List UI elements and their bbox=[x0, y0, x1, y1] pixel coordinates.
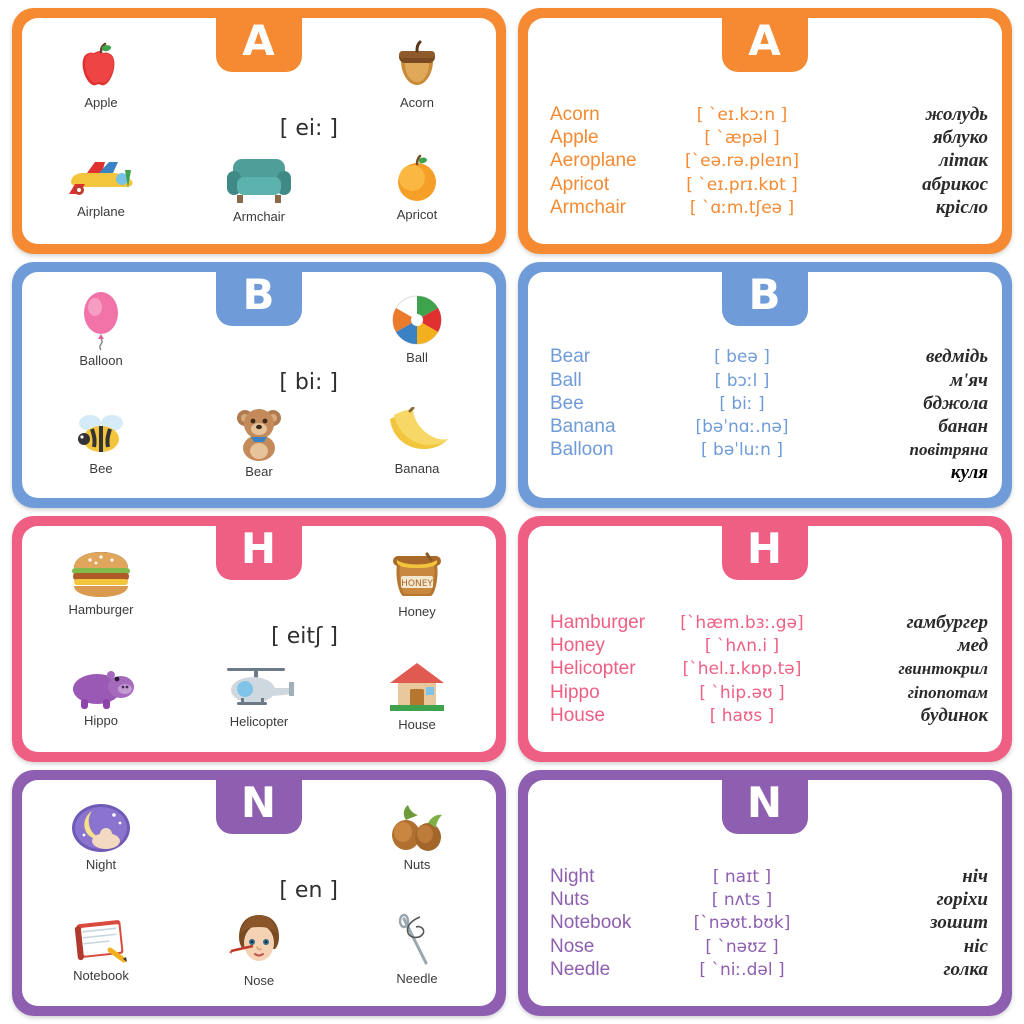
word-ipa: [ `niː.dəl ] bbox=[699, 959, 785, 980]
word-translation: мед bbox=[957, 635, 988, 657]
picture-card-h[interactable] bbox=[12, 516, 506, 762]
card-inner bbox=[22, 780, 496, 1006]
word-row bbox=[550, 438, 988, 461]
apple-icon bbox=[74, 39, 128, 93]
word-ipa: [ `hʌn.i ] bbox=[704, 636, 780, 657]
banana-icon bbox=[382, 407, 452, 459]
word-row bbox=[550, 888, 988, 911]
word-english: Bee bbox=[550, 392, 584, 414]
picture-label: Night bbox=[85, 857, 117, 872]
word-english: Balloon bbox=[550, 439, 614, 461]
word-translation: банан bbox=[938, 416, 988, 437]
word-ipa: [ `nəʊz ] bbox=[705, 936, 779, 957]
picture-item-airplane[interactable] bbox=[22, 131, 180, 244]
picture-card-b[interactable] bbox=[12, 262, 506, 508]
word-row bbox=[550, 657, 988, 680]
word-english: Banana bbox=[550, 416, 616, 437]
hippo-icon bbox=[67, 663, 135, 711]
beachball-icon bbox=[389, 292, 445, 348]
word-translation: ніс bbox=[963, 935, 988, 957]
word-row bbox=[550, 935, 988, 958]
word-translation: літак bbox=[939, 150, 988, 172]
word-english: Hamburger bbox=[550, 612, 646, 634]
word-translation: гвинтокрил bbox=[898, 659, 988, 679]
picture-item-apple[interactable] bbox=[22, 18, 180, 131]
word-row bbox=[550, 173, 988, 196]
word-list bbox=[528, 334, 1002, 492]
word-ipa: [ `eɪ.kɔːn ] bbox=[696, 105, 788, 126]
phonetic-text: [ bi: ] bbox=[279, 369, 338, 395]
card-inner bbox=[528, 526, 1002, 752]
letter-tab-n: N bbox=[216, 780, 302, 834]
word-translation: крісло bbox=[935, 196, 988, 218]
card-inner bbox=[528, 18, 1002, 244]
letter-tab-a: A bbox=[216, 18, 302, 72]
word-translation-extra: куля bbox=[950, 462, 988, 484]
letter-tab-n: N bbox=[722, 780, 808, 834]
word-ipa: [ naɪt ] bbox=[712, 867, 772, 888]
nuts-icon bbox=[386, 801, 448, 855]
word-english: Nuts bbox=[550, 889, 590, 911]
night-moon-icon bbox=[70, 801, 132, 855]
letter-tab-b: B bbox=[722, 272, 808, 326]
honeypot-icon bbox=[387, 546, 447, 602]
word-translation: ніч bbox=[962, 866, 988, 888]
picture-item-notebook[interactable] bbox=[22, 893, 180, 1006]
picture-label: Helicopter bbox=[229, 714, 289, 729]
word-english: Notebook bbox=[550, 912, 632, 934]
card-inner bbox=[22, 526, 496, 752]
word-ipa: [ haʊs ] bbox=[709, 705, 775, 726]
word-list bbox=[528, 842, 1002, 1000]
word-card-b[interactable] bbox=[518, 262, 1012, 508]
word-ipa: [ `æpəl ] bbox=[704, 128, 780, 149]
word-ipa: [ biː ] bbox=[719, 393, 765, 414]
svg-text:HONEY: HONEY bbox=[401, 579, 433, 589]
word-ipa: [ `ɑːm.tʃeə ] bbox=[689, 197, 795, 218]
bee-icon bbox=[68, 407, 134, 459]
word-translation: гіпопотам bbox=[907, 682, 988, 702]
picture-label: Balloon bbox=[79, 353, 123, 368]
nose-girl-icon bbox=[229, 911, 289, 971]
picture-item-bee[interactable] bbox=[22, 385, 180, 498]
letter-tab-h: H bbox=[216, 526, 302, 580]
phonetic-text: [ ei: ] bbox=[279, 115, 338, 141]
word-english: Honey bbox=[550, 635, 605, 657]
word-translation: ведмідь bbox=[925, 346, 988, 368]
word-row bbox=[550, 415, 988, 438]
phonetic-text: [ eitʃ ] bbox=[271, 623, 338, 649]
word-english: Night bbox=[550, 866, 595, 888]
word-ipa: [`nəʊt.bʊk] bbox=[693, 913, 791, 934]
picture-item-nose[interactable] bbox=[180, 893, 338, 1006]
card-inner bbox=[22, 272, 496, 498]
picture-label: Nuts bbox=[403, 857, 431, 872]
picture-label: Bee bbox=[89, 461, 113, 476]
word-row bbox=[550, 958, 988, 981]
picture-label: Notebook bbox=[73, 968, 129, 983]
picture-card-a[interactable] bbox=[12, 8, 506, 254]
picture-item-balloon[interactable] bbox=[22, 272, 180, 385]
word-card-h[interactable] bbox=[518, 516, 1012, 762]
word-ipa: [ bəˈluːn ] bbox=[701, 440, 783, 461]
picture-item-honey[interactable] bbox=[338, 526, 496, 639]
word-list bbox=[528, 80, 1002, 238]
picture-label: Apple bbox=[84, 95, 118, 110]
word-row-continuation bbox=[550, 461, 988, 484]
word-english: Needle bbox=[550, 958, 611, 980]
word-translation: жолудь bbox=[925, 104, 988, 126]
word-english: Armchair bbox=[550, 196, 627, 218]
notebook-icon bbox=[70, 916, 132, 966]
picture-item-bear[interactable] bbox=[180, 385, 338, 498]
word-translation: яблуко bbox=[932, 127, 988, 149]
word-row bbox=[550, 704, 988, 727]
word-english: Helicopter bbox=[550, 658, 636, 680]
word-row bbox=[550, 392, 988, 415]
picture-item-helicopter[interactable] bbox=[180, 639, 338, 752]
word-row bbox=[550, 345, 988, 368]
picture-item-hippo[interactable] bbox=[22, 639, 180, 752]
word-ipa: [ `eɪ.prɪ.kɒt ] bbox=[686, 174, 798, 195]
picture-card-n[interactable] bbox=[12, 770, 506, 1016]
word-ipa: [ nʌts ] bbox=[711, 890, 773, 911]
picture-item-needle[interactable] bbox=[338, 893, 496, 1006]
word-translation: бджола bbox=[923, 392, 988, 414]
word-row bbox=[550, 611, 988, 634]
picture-item-apricot[interactable] bbox=[338, 131, 496, 244]
picture-label: Bear bbox=[245, 464, 273, 479]
word-english: Hippo bbox=[550, 681, 600, 703]
word-english: Apricot bbox=[550, 173, 610, 195]
picture-label: Hamburger bbox=[68, 602, 134, 617]
word-ipa: [`hæm.bɜː.gə] bbox=[680, 613, 804, 634]
picture-label: Nose bbox=[243, 973, 275, 988]
word-english: House bbox=[550, 704, 605, 726]
picture-label: House bbox=[398, 717, 436, 732]
word-translation: гамбургер bbox=[906, 612, 988, 634]
card-inner bbox=[528, 272, 1002, 498]
word-row bbox=[550, 149, 988, 172]
picture-label: Honey bbox=[398, 604, 436, 619]
word-ipa: [ beə ] bbox=[714, 347, 770, 368]
card-inner bbox=[22, 18, 496, 244]
word-row bbox=[550, 369, 988, 392]
letter-tab-b: B bbox=[216, 272, 302, 326]
word-row bbox=[550, 681, 988, 704]
acorn-icon bbox=[391, 39, 443, 93]
word-row bbox=[550, 196, 988, 219]
word-english: Nose bbox=[550, 935, 595, 957]
balloon-icon bbox=[76, 289, 126, 351]
picture-label: Armchair bbox=[232, 209, 285, 224]
picture-item-armchair[interactable] bbox=[180, 131, 338, 244]
picture-label: Banana bbox=[394, 461, 440, 476]
word-card-n[interactable] bbox=[518, 770, 1012, 1016]
word-english: Aeroplane bbox=[550, 150, 637, 172]
word-row bbox=[550, 634, 988, 657]
word-card-a[interactable] bbox=[518, 8, 1012, 254]
card-inner bbox=[528, 780, 1002, 1006]
picture-item-ball[interactable] bbox=[338, 272, 496, 385]
word-translation: м'яч bbox=[949, 369, 988, 391]
picture-item-night[interactable] bbox=[22, 780, 180, 893]
word-ipa: [`eə.rə.pleɪn] bbox=[684, 151, 799, 172]
word-translation: голка bbox=[943, 958, 988, 980]
word-translation: абрикос bbox=[922, 173, 988, 195]
house-icon bbox=[386, 659, 448, 715]
word-translation: зошит bbox=[930, 912, 988, 934]
apricot-icon bbox=[390, 153, 444, 205]
armchair-icon bbox=[223, 151, 295, 207]
airplane-icon bbox=[65, 156, 137, 202]
picture-item-house[interactable] bbox=[338, 639, 496, 752]
picture-label: Needle bbox=[396, 971, 438, 986]
picture-label: Hippo bbox=[84, 713, 118, 728]
word-translation: горіхи bbox=[936, 889, 988, 911]
picture-label: Airplane bbox=[77, 204, 125, 219]
helicopter-icon bbox=[221, 662, 297, 712]
phonetic-text: [ en ] bbox=[279, 877, 338, 903]
word-english: Bear bbox=[550, 346, 591, 368]
word-list bbox=[528, 588, 1002, 746]
picture-item-hamburger[interactable] bbox=[22, 526, 180, 639]
word-translation: повітряна bbox=[909, 440, 988, 460]
picture-label: Ball bbox=[406, 350, 428, 365]
teddybear-icon bbox=[229, 404, 289, 462]
word-english: Ball bbox=[550, 369, 582, 391]
needle-icon bbox=[390, 913, 444, 969]
picture-item-banana[interactable] bbox=[338, 385, 496, 498]
picture-label: Apricot bbox=[396, 207, 438, 222]
picture-item-acorn[interactable] bbox=[338, 18, 496, 131]
word-ipa: [ `hip.əʊ ] bbox=[699, 682, 785, 703]
word-translation: будинок bbox=[920, 704, 988, 726]
word-row bbox=[550, 103, 988, 126]
word-english: Apple bbox=[550, 127, 599, 149]
word-row bbox=[550, 911, 988, 934]
hamburger-icon bbox=[68, 548, 134, 600]
letter-tab-h: H bbox=[722, 526, 808, 580]
word-ipa: [`hel.ɪ.kɒp.tə] bbox=[682, 659, 802, 680]
picture-label: Acorn bbox=[400, 95, 434, 110]
word-row bbox=[550, 865, 988, 888]
word-ipa: [bəˈnɑː.nə] bbox=[695, 417, 789, 437]
letter-tab-a: A bbox=[722, 18, 808, 72]
picture-item-nuts[interactable] bbox=[338, 780, 496, 893]
word-row bbox=[550, 126, 988, 149]
word-ipa: [ bɔːl ] bbox=[714, 370, 770, 391]
word-english: Acorn bbox=[550, 104, 600, 126]
